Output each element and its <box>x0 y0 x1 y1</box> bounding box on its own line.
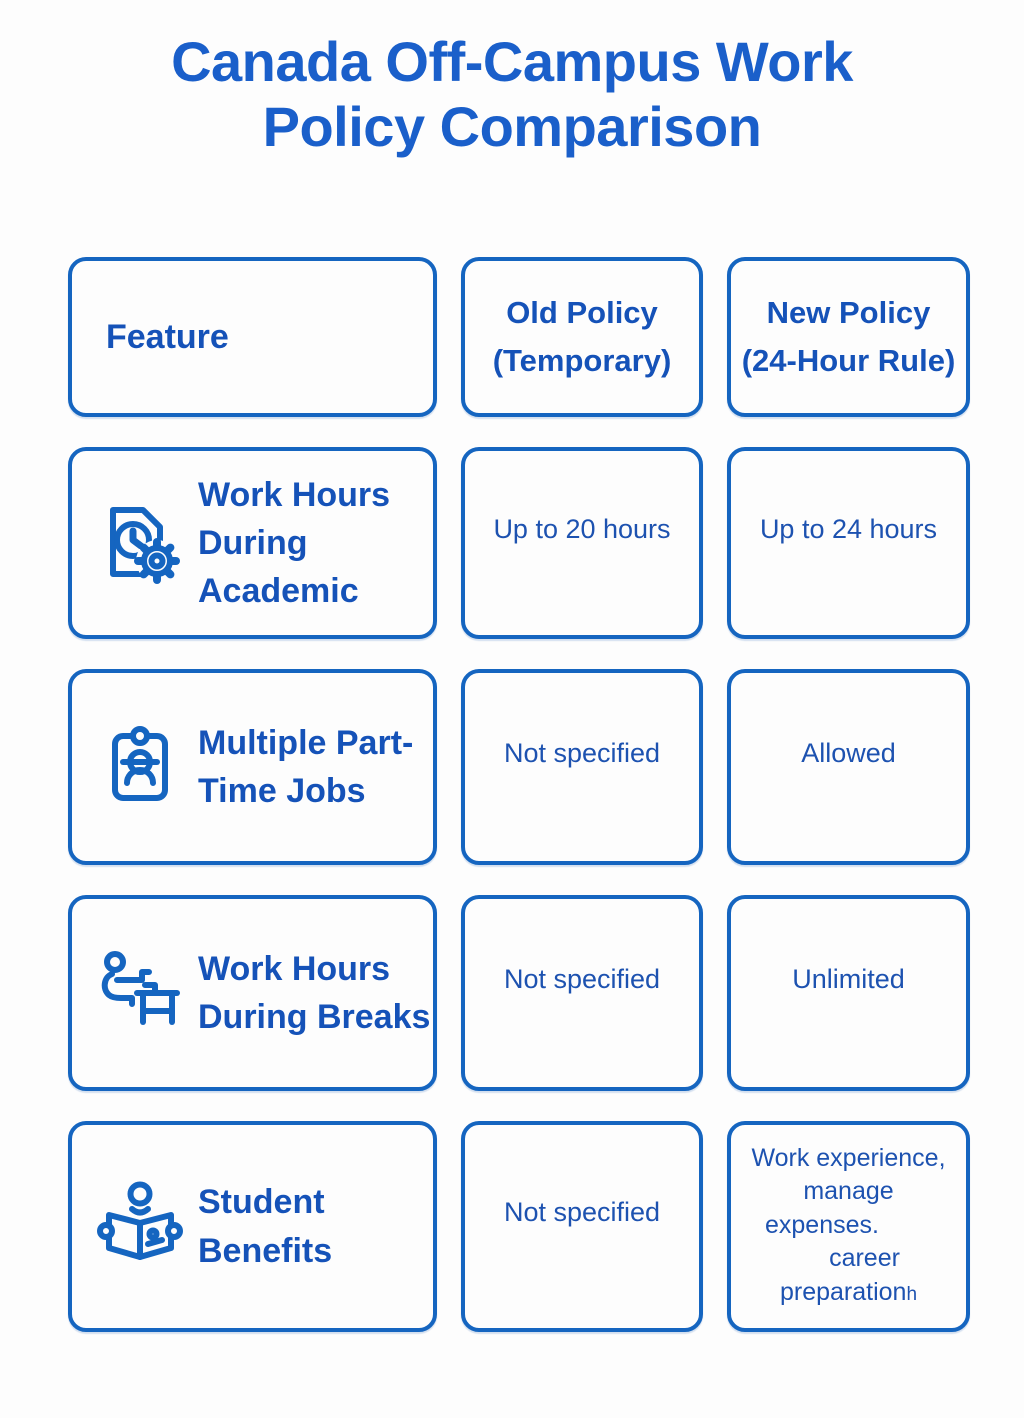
page-title: Canada Off-Campus Work Policy Comparison <box>171 30 853 158</box>
comparison-table <box>68 257 970 1332</box>
old-policy-label-line1: Old Policy <box>506 294 658 330</box>
header-feature-label: Feature <box>106 317 229 356</box>
old-policy-value: Up to 20 hours <box>493 513 671 544</box>
header-cell-old-policy <box>461 257 703 417</box>
new-policy-cell-multiple-jobs <box>727 669 970 865</box>
old-policy-value: Not specified <box>503 963 661 994</box>
old-policy-label-line2: (Temporary) <box>492 343 672 378</box>
old-policy-value: Not specified <box>503 737 661 768</box>
feature-label: Multiple Part-Time Jobs <box>198 723 414 810</box>
benefit-line-5-main: preparation <box>779 1277 907 1306</box>
feature-cell-student-benefits <box>68 1121 437 1332</box>
person-at-desk-icon <box>90 945 190 1041</box>
new-policy-label-line1: New Policy <box>766 294 931 330</box>
old-policy-cell-work-hours-breaks <box>461 895 703 1091</box>
feature-label: Student Benefits <box>198 1183 333 1270</box>
benefit-line-4: career <box>829 1244 900 1273</box>
benefit-line-1: Work experience, <box>751 1143 946 1172</box>
new-policy-value: Unlimited <box>792 963 905 994</box>
old-policy-cell-student-benefits <box>461 1121 703 1332</box>
student-reading-icon <box>90 1179 190 1275</box>
document-clock-gear-icon <box>90 495 190 591</box>
id-badge-person-icon <box>90 719 190 815</box>
new-policy-cell-work-hours-breaks <box>727 895 970 1091</box>
feature-label: Work Hours During Breaks <box>198 949 431 1036</box>
feature-cell-work-hours-breaks <box>68 895 437 1091</box>
benefit-line-5 <box>780 1276 917 1310</box>
feature-label: Work Hours During Academic <box>198 475 391 611</box>
new-policy-cell-work-hours-academic <box>727 447 970 639</box>
old-policy-cell-multiple-jobs <box>461 669 703 865</box>
header-cell-new-policy <box>727 257 970 417</box>
benefit-line-3: expenses. <box>765 1210 879 1239</box>
new-policy-value: Allowed <box>801 737 896 768</box>
feature-cell-multiple-jobs <box>68 669 437 865</box>
benefit-line-2: manage <box>803 1177 894 1206</box>
benefit-line-5-suffix: h <box>906 1283 918 1305</box>
feature-cell-work-hours-academic <box>68 447 437 639</box>
header-cell-feature <box>68 257 437 417</box>
old-policy-cell-work-hours-academic <box>461 447 703 639</box>
new-policy-label-line2: (24-Hour Rule) <box>741 343 956 378</box>
old-policy-value: Not specified <box>503 1197 661 1227</box>
new-policy-cell-student-benefits <box>727 1121 970 1332</box>
new-policy-value: Up to 24 hours <box>759 513 938 544</box>
